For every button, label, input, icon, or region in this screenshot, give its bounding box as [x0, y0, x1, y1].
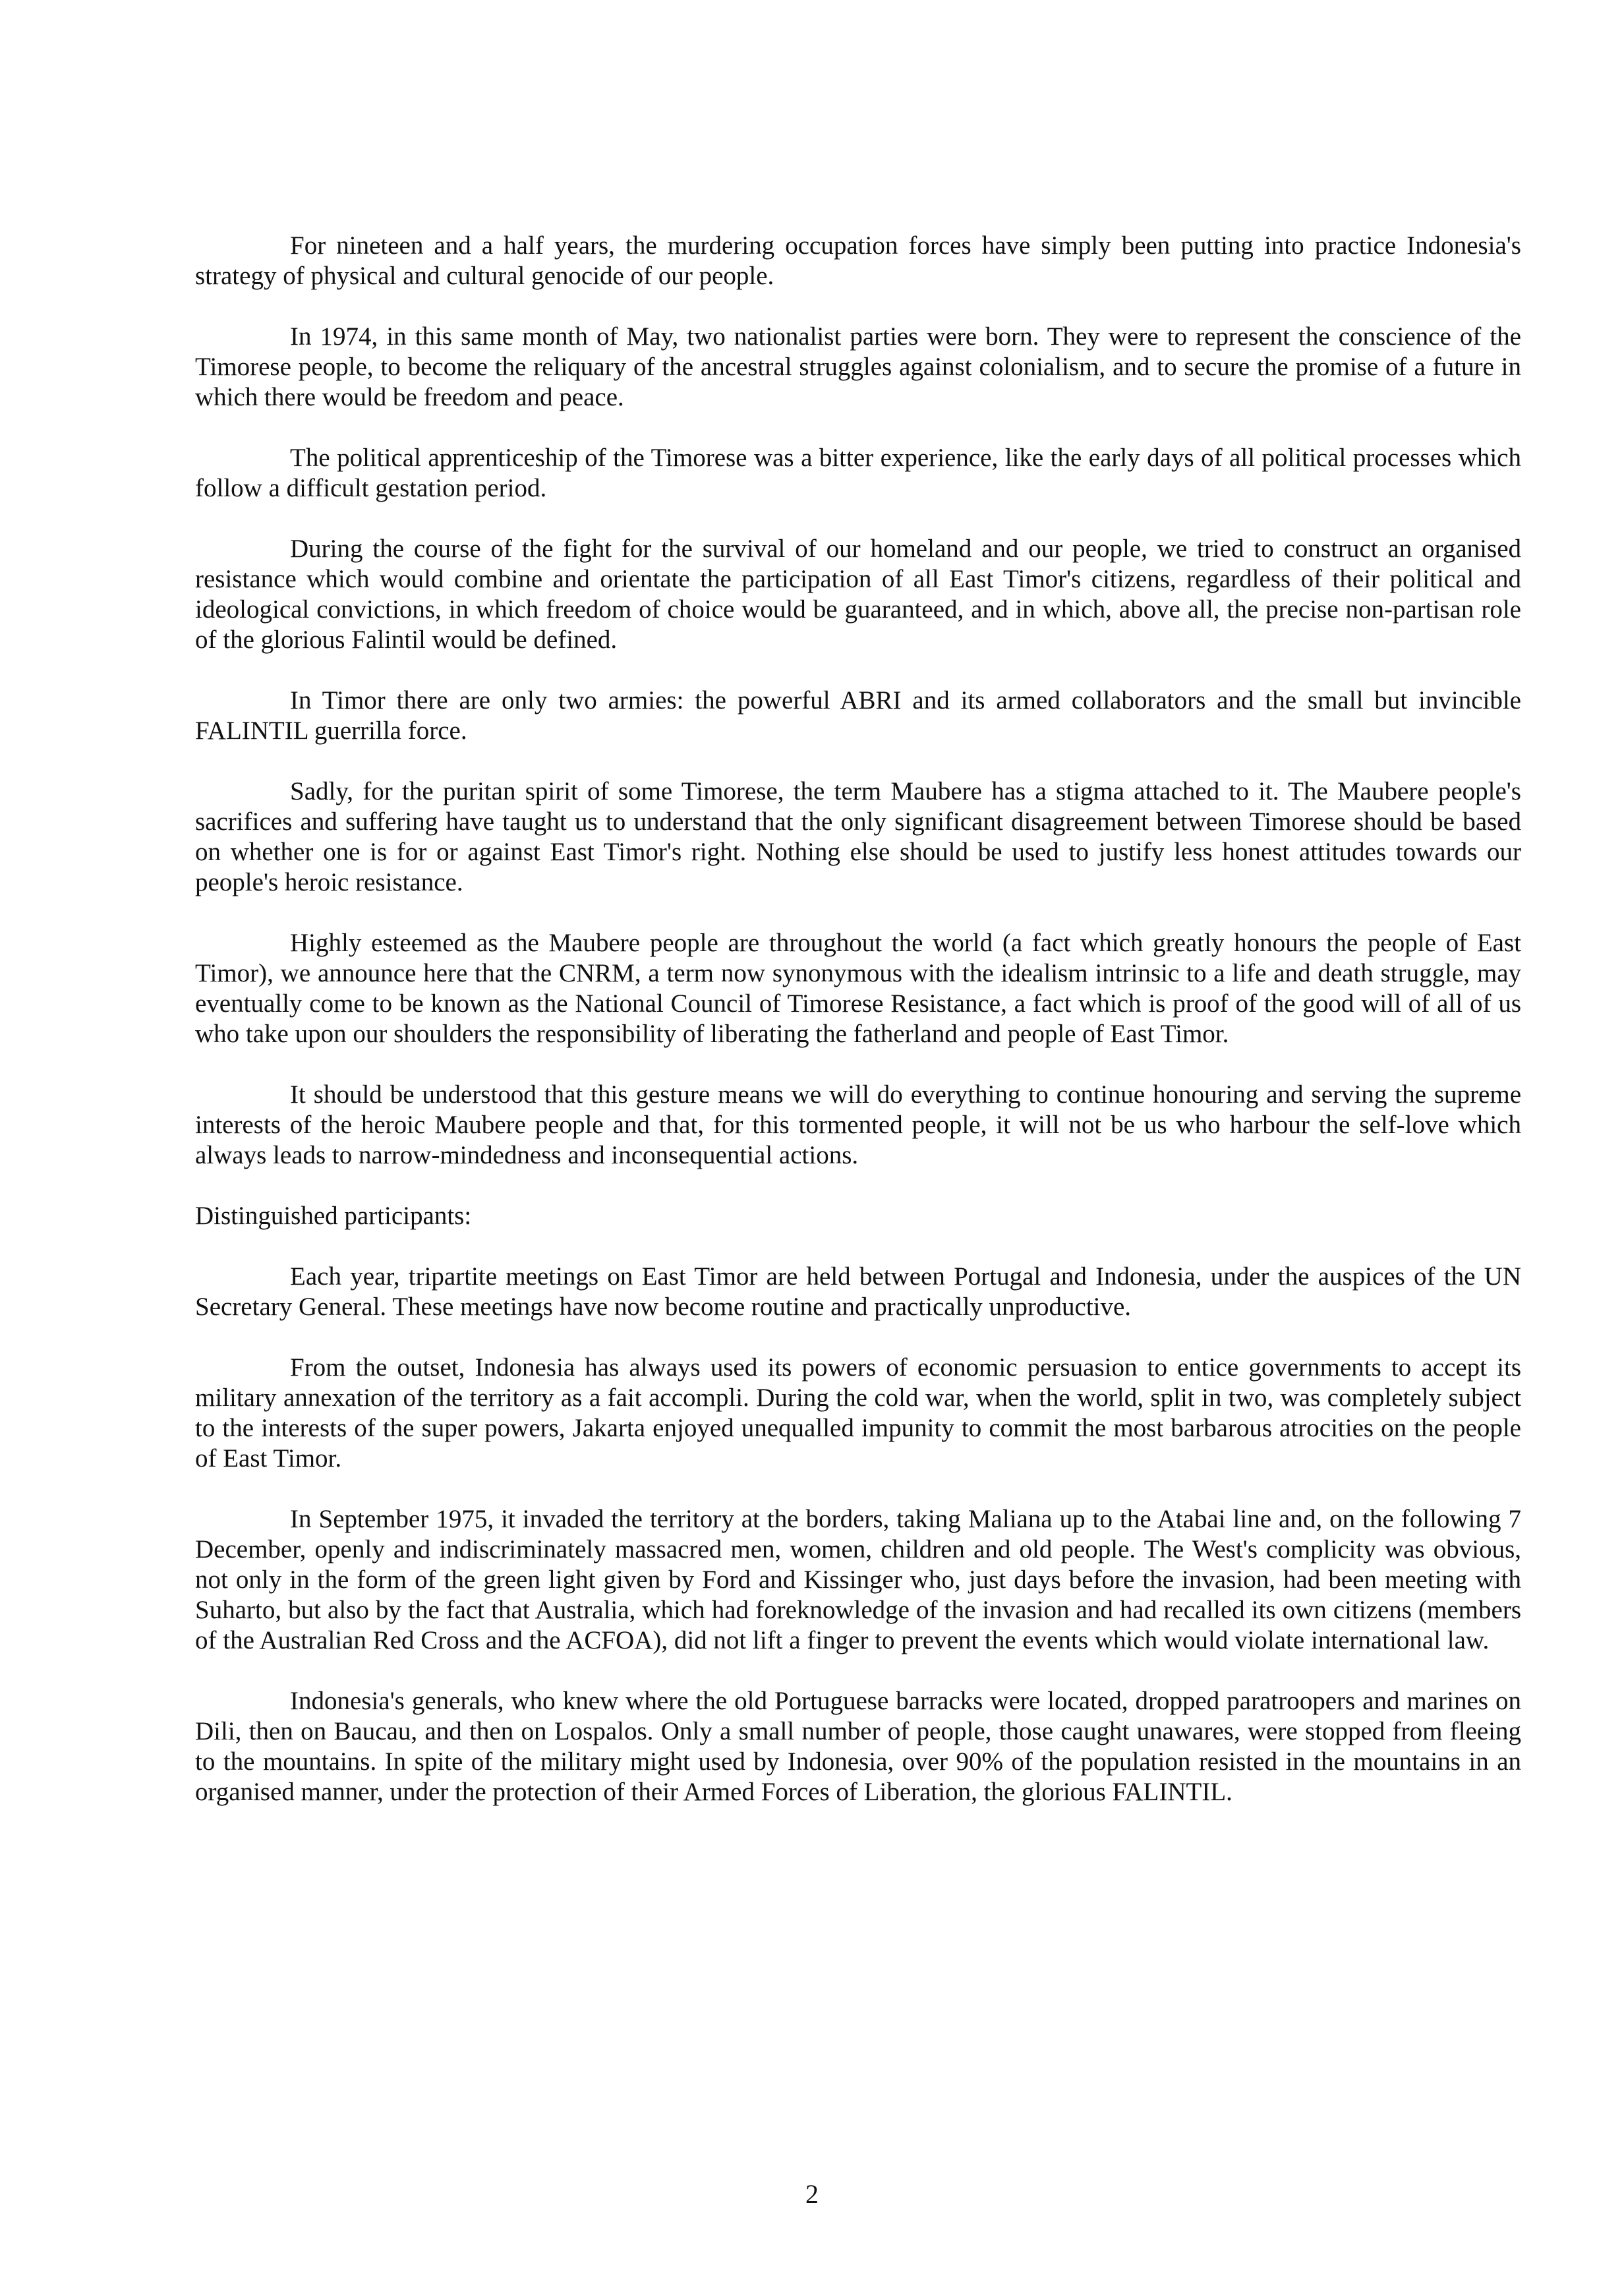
paragraph: Sadly, for the puritan spirit of some Timorese, the term Maubere has a stigma attached to it. The Maubere people's sacrifices and suffering have taught us to understand that the only significant disagreement between Timorese should be based on whether one is for or against East Timor's right. Nothing else should be used to justify less honest attitudes towards our people's heroic resistance. — [195, 777, 1521, 896]
paragraph: The political apprenticeship of the Timorese was a bitter experience, like the early days of all political processes which follow a difficult gestation period. — [195, 444, 1521, 502]
paragraph: From the outset, Indonesia has always used its powers of economic persuasion to entice governments to accept its military annexation of the territory as a fait accompli. During the cold war, when the world, split in two, was completely subject to the interests of the super powers, Jakarta enjoyed unequalled impunity to commit the most barbarous atrocities on the people of East Timor. — [195, 1353, 1521, 1473]
page-number: 2 — [805, 2179, 819, 2209]
paragraph: It should be understood that this gesture means we will do everything to continue honouring and serving the supreme interests of the heroic Maubere people and that, for this tormented people, it will not be us who harbour the self-love which always leads to narrow-mindedness and inconsequential actions. — [195, 1080, 1521, 1169]
paragraph: For nineteen and a half years, the murdering occupation forces have simply been putting into practice Indonesia's strategy of physical and cultural genocide of our people. — [195, 231, 1521, 290]
paragraph: In Timor there are only two armies: the powerful ABRI and its armed collaborators and the small but invincible FALINTIL guerrilla force. — [195, 686, 1521, 745]
paragraph: During the course of the fight for the survival of our homeland and our people, we tried to construct an organised resistance which would combine and orientate the participation of all East Timor's citizens, regardless of their political and ideological convictions, in which freedom of choice would be guaranteed, and in which, above all, the precise non-partisan role of the glorious Falintil would be defined. — [195, 535, 1521, 654]
body-text — [195, 231, 1521, 1838]
paragraph: In 1974, in this same month of May, two nationalist parties were born. They were to represent the conscience of the Timorese people, to become the reliquary of the ancestral struggles against colonialism, and to secure the promise of a future in which there would be freedom and peace. — [195, 322, 1521, 411]
paragraph: Highly esteemed as the Maubere people are throughout the world (a fact which greatly honours the people of East Timor), we announce here that the CNRM, a term now synonymous with the idealism intrinsic to a life and death struggle, may eventually come to be known as the National Council of Timorese Resistance, a fact which is proof of the good will of all of us who take upon our shoulders the responsibility of liberating the fatherland and people of East Timor. — [195, 929, 1521, 1048]
paragraph: Each year, tripartite meetings on East Timor are held between Portugal and Indonesia, under the auspices of the UN Secretary General. These meetings have now become routine and practically unproductive. — [195, 1262, 1521, 1321]
paragraph: In September 1975, it invaded the territory at the borders, taking Maliana up to the Atabai line and, on the following 7 December, openly and indiscriminately massacred men, women, children and old people. The West's complicity was obvious, not only in the form of the green light given by Ford and Kissinger who, just days before the invasion, had been meeting with Suharto, but also by the fact that Australia, which had foreknowledge of the invasion and had recalled its own citizens (members of the Australian Red Cross and the ACFOA), did not lift a finger to prevent the events which would violate international law. — [195, 1505, 1521, 1654]
section-heading: Distinguished participants: — [195, 1202, 472, 1230]
paragraph: Indonesia's generals, who knew where the old Portuguese barracks were located, dropped paratroopers and marines on Dili, then on Baucau, and then on Lospalos. Only a small number of people, those caught unawares, were stopped from fleeing to the mountains. In spite of the military might used by Indonesia, over 90% of the population resisted in the mountains in an organised manner, under the protection of their Armed Forces of Liberation, the glorious FALINTIL. — [195, 1687, 1521, 1806]
